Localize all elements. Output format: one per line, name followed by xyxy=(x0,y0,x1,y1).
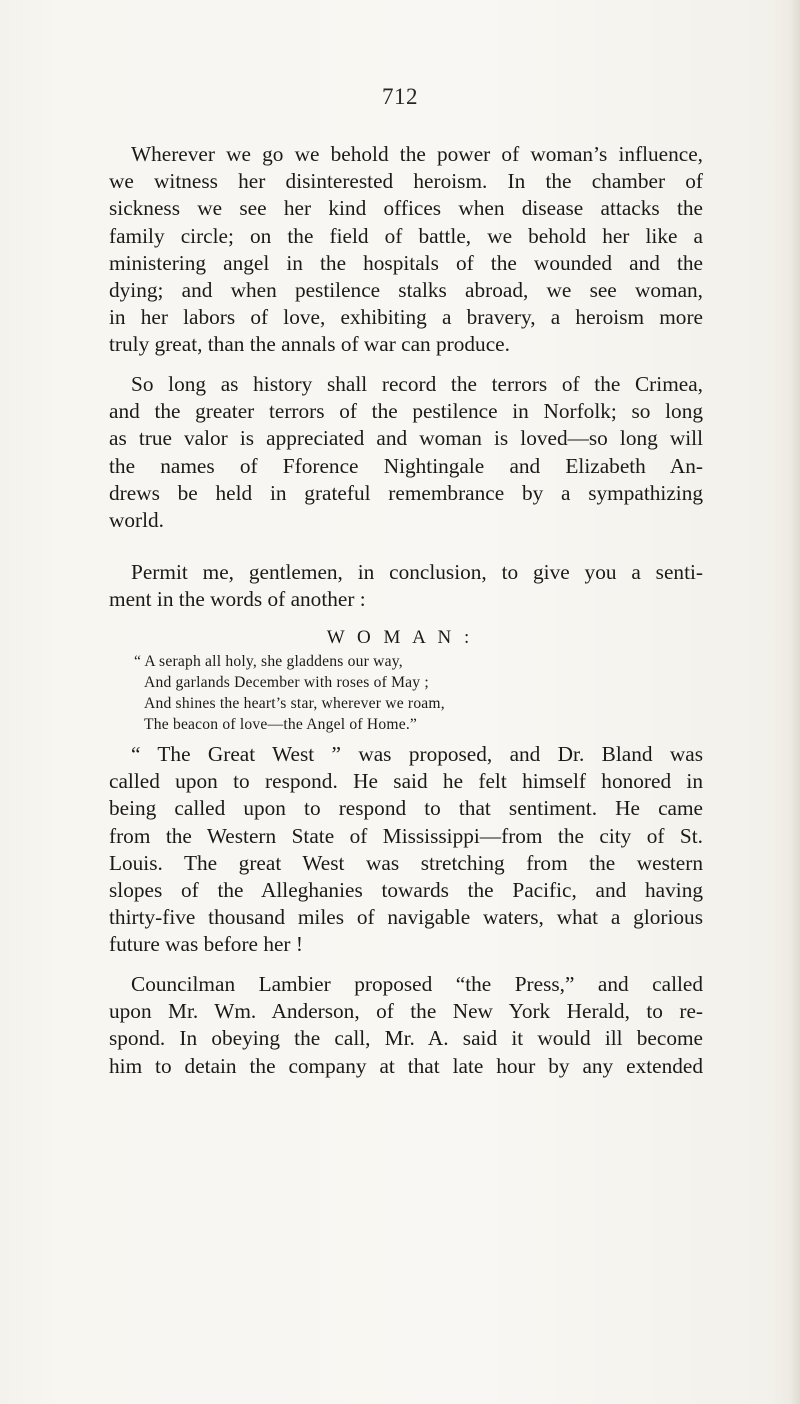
text-line: spond. In obeying the call, Mr. A. said it would ill become xyxy=(109,1026,703,1051)
paragraph-sentiment-intro xyxy=(109,559,703,613)
paragraph xyxy=(109,559,703,613)
paragraph-the-press xyxy=(109,971,703,1080)
text-line: from the Western State of Mississippi—from the city of St. xyxy=(109,823,703,848)
paragraph xyxy=(109,141,703,359)
text-line: called upon to respond. He said he felt himself honored in xyxy=(109,769,703,794)
text-line: world. xyxy=(109,508,165,533)
text-line: “ The Great West ” was proposed, and Dr. Bland was xyxy=(131,742,703,766)
text-line: upon Mr. Wm. Anderson, of the New York Herald, to re- xyxy=(109,999,703,1024)
text-line: in her labors of love, exhibiting a bravery, a heroism more xyxy=(109,305,703,330)
text-line: ministering angel in the hospitals of the wounded and the xyxy=(109,250,703,275)
paragraph xyxy=(109,741,703,959)
text-line: slopes of the Alleghanies towards the Pacific, and having xyxy=(109,878,703,903)
paragraph xyxy=(109,971,703,1080)
page-number: 712 xyxy=(382,84,418,109)
poem-verse: And shines the heart’s star, wherever we roam, xyxy=(144,695,445,712)
text-line: future was before her ! xyxy=(109,932,303,957)
text-line: Louis. The great West was stretching from the western xyxy=(109,850,703,875)
text-line: we witness her disinterested heroism. In the chamber of xyxy=(109,169,703,194)
page-edge-shadow xyxy=(790,0,800,1404)
text-line: drews be held in grateful remembrance by a sympathizing xyxy=(109,480,703,505)
paragraph-woman-influence xyxy=(109,141,703,359)
poem-verses xyxy=(134,651,445,735)
text-line: Councilman Lambier proposed “the Press,” and called xyxy=(131,972,703,996)
paragraph-great-west xyxy=(109,741,703,959)
poem-verse: And garlands December with roses of May ; xyxy=(144,674,429,691)
poem-verse: The beacon of love—the Angel of Home.” xyxy=(144,716,418,733)
poem-verse: “ A seraph all holy, she gladdens our way, xyxy=(134,653,403,670)
text-line: sickness we see her kind offices when disease attacks the xyxy=(109,196,703,221)
text-line: the names of Fforence Nightingale and Elizabeth An- xyxy=(109,453,703,478)
paragraph-crimea-norfolk xyxy=(109,371,703,534)
paragraph xyxy=(109,371,703,534)
text-line: ment in the words of another : xyxy=(109,587,366,612)
text-line: Permit me, gentlemen, in conclusion, to give you a senti- xyxy=(131,560,703,584)
text-line: as true valor is appreciated and woman is loved—so long will xyxy=(109,426,703,451)
text-line: So long as history shall record the terrors of the Crimea, xyxy=(131,372,703,396)
text-line: Wherever we go we behold the power of woman’s influence, xyxy=(131,142,703,166)
text-line: truly great, than the annals of war can produce. xyxy=(109,332,510,357)
text-line: and the greater terrors of the pestilence in Norfolk; so long xyxy=(109,399,703,424)
text-line: dying; and when pestilence stalks abroad, we see woman, xyxy=(109,278,703,303)
poem-title: W O M A N : xyxy=(326,627,474,648)
text-line: him to detain the company at that late hour by any extended xyxy=(109,1053,703,1078)
text-line: thirty-five thousand miles of navigable waters, what a glorious xyxy=(109,905,703,930)
text-line: being called upon to respond to that sentiment. He came xyxy=(109,796,703,821)
text-line: family circle; on the field of battle, we behold her like a xyxy=(109,223,703,248)
